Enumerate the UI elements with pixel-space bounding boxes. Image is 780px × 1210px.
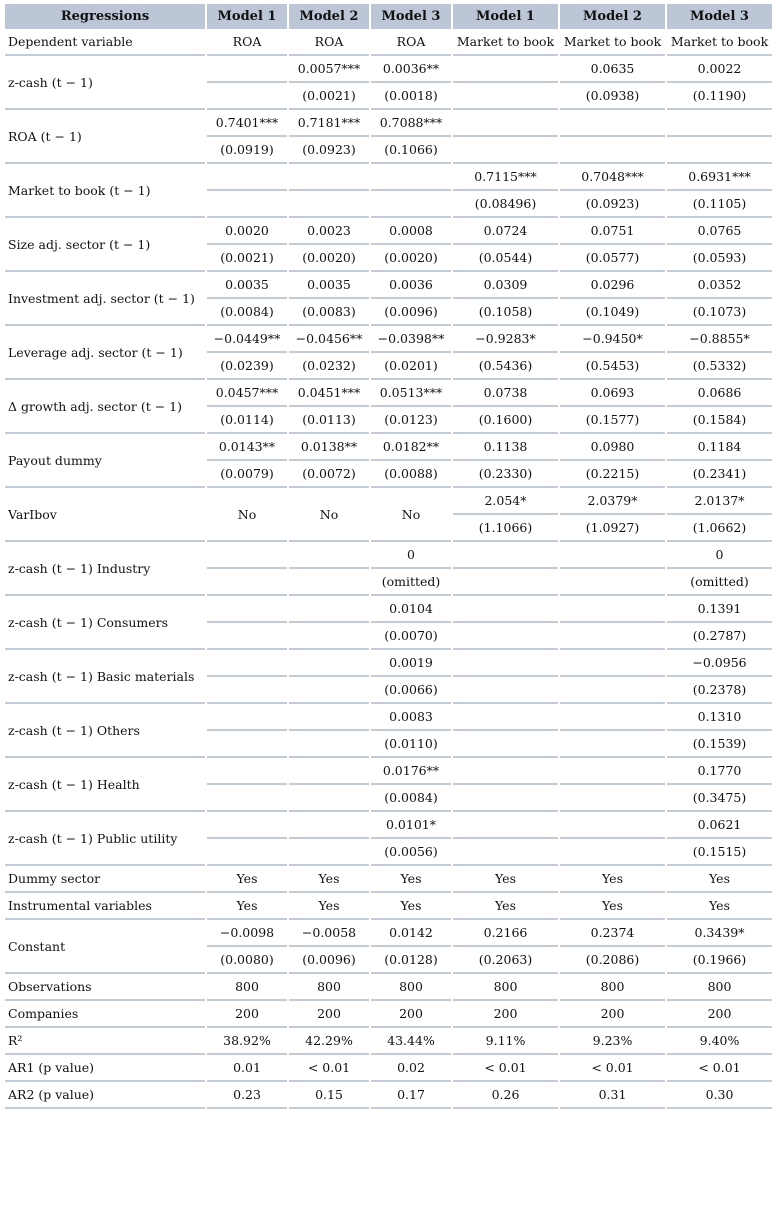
coefficient-cell: 0.0296 (560, 272, 665, 299)
std-error-cell: (0.0096) (289, 947, 369, 974)
coefficient-cell: 0 (371, 542, 451, 569)
cell: Market to book (667, 29, 772, 56)
coefficient-cell: −0.0098 (207, 920, 287, 947)
std-error-cell: (0.0593) (667, 245, 772, 272)
coefficient-cell: −0.8855* (667, 326, 772, 353)
std-error-cell (667, 137, 772, 164)
std-error-cell: (0.0123) (371, 407, 451, 434)
coefficient-cell (453, 812, 558, 839)
std-error-cell: (0.2063) (453, 947, 558, 974)
coefficient-cell: −0.0398** (371, 326, 451, 353)
coefficient-cell: −0.9283* (453, 326, 558, 353)
std-error-cell (289, 191, 369, 218)
row-label: VarIbov (5, 488, 205, 542)
coefficient-cell: 0.0022 (667, 56, 772, 83)
coefficient-cell (207, 56, 287, 83)
row-label: Payout dummy (5, 434, 205, 488)
statistic-row (5, 1082, 772, 1109)
coefficient-cell: 0.1310 (667, 704, 772, 731)
header-model: Model 3 (667, 4, 772, 29)
header-model: Model 3 (371, 4, 451, 29)
coefficient-cell: 0.0138** (289, 434, 369, 461)
coefficient-cell: 0.0635 (560, 56, 665, 83)
std-error-cell: (0.0070) (371, 623, 451, 650)
std-error-cell (371, 191, 451, 218)
coefficient-cell: 0.0083 (371, 704, 451, 731)
row-label: R² (5, 1028, 205, 1055)
std-error-cell: (0.0084) (207, 299, 287, 326)
header-model: Model 1 (453, 4, 558, 29)
coefficient-cell (289, 650, 369, 677)
header-model: Model 1 (207, 4, 287, 29)
statistic-row (5, 974, 772, 1001)
coefficient-cell (453, 110, 558, 137)
std-error-cell (207, 83, 287, 110)
cell: < 0.01 (560, 1055, 665, 1082)
coefficient-cell: 0.3439* (667, 920, 772, 947)
coefficient-cell: −0.0956 (667, 650, 772, 677)
coefficient-cell: 0.0008 (371, 218, 451, 245)
std-error-cell: (0.0577) (560, 245, 665, 272)
coefficient-cell: 0.0765 (667, 218, 772, 245)
std-error-cell: (0.2341) (667, 461, 772, 488)
std-error-cell: (0.5453) (560, 353, 665, 380)
sector-coef-row (5, 704, 772, 731)
std-error-cell: (0.0114) (207, 407, 287, 434)
row-label: z-cash (t − 1) Health (5, 758, 205, 812)
std-error-cell (207, 785, 287, 812)
std-error-cell: (0.0239) (207, 353, 287, 380)
variable-coef-row (5, 110, 772, 137)
std-error-cell: (0.1049) (560, 299, 665, 326)
coefficient-cell: 0.1138 (453, 434, 558, 461)
row-label: Constant (5, 920, 205, 974)
std-error-cell (289, 623, 369, 650)
coefficient-cell (453, 596, 558, 623)
cell: 200 (453, 1001, 558, 1028)
std-error-cell (560, 137, 665, 164)
cell: No (371, 488, 451, 542)
cell: Yes (453, 866, 558, 893)
coefficient-cell: 0.0101* (371, 812, 451, 839)
cell: 800 (207, 974, 287, 1001)
std-error-cell (289, 839, 369, 866)
constant-coef-row (5, 920, 772, 947)
row-label: AR2 (p value) (5, 1082, 205, 1109)
coefficient-cell: 0.0023 (289, 218, 369, 245)
std-error-cell: (0.0056) (371, 839, 451, 866)
sector-coef-row (5, 758, 772, 785)
cell: 0.30 (667, 1082, 772, 1109)
cell: 0.01 (207, 1055, 287, 1082)
coefficient-cell (560, 812, 665, 839)
dependent-variable-row (5, 29, 772, 56)
coefficient-cell (453, 542, 558, 569)
coefficient-cell: 2.0379* (560, 488, 665, 515)
sector-coef-row (5, 542, 772, 569)
coefficient-cell: 0.7115*** (453, 164, 558, 191)
cell: 0.23 (207, 1082, 287, 1109)
cell: 9.40% (667, 1028, 772, 1055)
cell: 9.11% (453, 1028, 558, 1055)
cell: 800 (560, 974, 665, 1001)
cell: 9.23% (560, 1028, 665, 1055)
cell: No (289, 488, 369, 542)
std-error-cell: (0.2378) (667, 677, 772, 704)
coefficient-cell: 0.0457*** (207, 380, 287, 407)
cell: < 0.01 (289, 1055, 369, 1082)
row-label: Size adj. sector (t − 1) (5, 218, 205, 272)
coefficient-cell: 0.2374 (560, 920, 665, 947)
variable-coef-row (5, 326, 772, 353)
coefficient-cell: 0.2166 (453, 920, 558, 947)
sector-coef-row (5, 812, 772, 839)
row-label: z-cash (t − 1) Industry (5, 542, 205, 596)
std-error-cell (207, 677, 287, 704)
coefficient-cell: 0.0451*** (289, 380, 369, 407)
coefficient-cell: 0.0176** (371, 758, 451, 785)
coefficient-cell: 0.0621 (667, 812, 772, 839)
std-error-cell (289, 569, 369, 596)
std-error-cell (453, 83, 558, 110)
row-label: z-cash (t − 1) Consumers (5, 596, 205, 650)
coefficient-cell (453, 758, 558, 785)
cell: Yes (453, 893, 558, 920)
row-label: Leverage adj. sector (t − 1) (5, 326, 205, 380)
coefficient-cell: −0.0058 (289, 920, 369, 947)
cell: Yes (371, 893, 451, 920)
coefficient-cell: 0.0751 (560, 218, 665, 245)
std-error-cell (560, 569, 665, 596)
std-error-cell: (0.1058) (453, 299, 558, 326)
variable-coef-row (5, 218, 772, 245)
coefficient-cell: 0.0693 (560, 380, 665, 407)
std-error-cell: (0.0080) (207, 947, 287, 974)
coefficient-cell: 0.7181*** (289, 110, 369, 137)
std-error-cell: (0.2215) (560, 461, 665, 488)
row-label: Dummy sector (5, 866, 205, 893)
coefficient-cell: 0.7048*** (560, 164, 665, 191)
header-row (5, 4, 772, 29)
std-error-cell: (1.1066) (453, 515, 558, 542)
std-error-cell: (0.0544) (453, 245, 558, 272)
cell: ROA (289, 29, 369, 56)
row-label: Dependent variable (5, 29, 205, 56)
coefficient-cell (289, 812, 369, 839)
std-error-cell (560, 623, 665, 650)
coefficient-cell: 0.0738 (453, 380, 558, 407)
cell: Market to book (453, 29, 558, 56)
cell: 200 (560, 1001, 665, 1028)
coefficient-cell: 0.0036** (371, 56, 451, 83)
row-label: z-cash (t − 1) Basic materials (5, 650, 205, 704)
coefficient-cell: 0.0036 (371, 272, 451, 299)
coefficient-cell: 0.0309 (453, 272, 558, 299)
cell: Yes (289, 866, 369, 893)
std-error-cell (207, 623, 287, 650)
row-label: Investment adj. sector (t − 1) (5, 272, 205, 326)
coefficient-cell (289, 704, 369, 731)
std-error-cell (207, 191, 287, 218)
std-error-cell: (0.2787) (667, 623, 772, 650)
std-error-cell (453, 569, 558, 596)
row-label: z-cash (t − 1) (5, 56, 205, 110)
cell: Yes (667, 866, 772, 893)
std-error-cell: (1.0662) (667, 515, 772, 542)
std-error-cell: (omitted) (371, 569, 451, 596)
std-error-cell: (0.5332) (667, 353, 772, 380)
std-error-cell: (0.0084) (371, 785, 451, 812)
cell: Yes (371, 866, 451, 893)
std-error-cell (560, 839, 665, 866)
std-error-cell: (0.0923) (560, 191, 665, 218)
coefficient-cell: 0.0035 (289, 272, 369, 299)
std-error-cell: (0.0201) (371, 353, 451, 380)
row-label: ROA (t − 1) (5, 110, 205, 164)
instrumental-variables-row (5, 893, 772, 920)
coefficient-cell (453, 650, 558, 677)
coefficient-cell (289, 596, 369, 623)
row-label: Δ growth adj. sector (t − 1) (5, 380, 205, 434)
cell: ROA (371, 29, 451, 56)
cell: Yes (289, 893, 369, 920)
coefficient-cell: 0.0142 (371, 920, 451, 947)
std-error-cell: (0.0088) (371, 461, 451, 488)
std-error-cell: (0.0020) (371, 245, 451, 272)
header-regressions: Regressions (5, 4, 205, 29)
std-error-cell: (0.0113) (289, 407, 369, 434)
std-error-cell: (0.0072) (289, 461, 369, 488)
coefficient-cell (667, 110, 772, 137)
std-error-cell: (0.1584) (667, 407, 772, 434)
coefficient-cell: 0.0143** (207, 434, 287, 461)
coefficient-cell: 0.0724 (453, 218, 558, 245)
coefficient-cell: 0.0019 (371, 650, 451, 677)
std-error-cell: (0.2330) (453, 461, 558, 488)
std-error-cell (560, 785, 665, 812)
variable-coef-row (5, 434, 772, 461)
std-error-cell: (0.1966) (667, 947, 772, 974)
cell: 0.17 (371, 1082, 451, 1109)
cell: Yes (207, 866, 287, 893)
coefficient-cell: 0.7088*** (371, 110, 451, 137)
coefficient-cell: 0 (667, 542, 772, 569)
std-error-cell (289, 731, 369, 758)
varibov-coef-row (5, 488, 772, 515)
std-error-cell: (0.0232) (289, 353, 369, 380)
cell: < 0.01 (453, 1055, 558, 1082)
coefficient-cell: −0.9450* (560, 326, 665, 353)
std-error-cell: (0.0079) (207, 461, 287, 488)
dummy-sector-row (5, 866, 772, 893)
std-error-cell (453, 137, 558, 164)
std-error-cell (453, 623, 558, 650)
std-error-cell (453, 677, 558, 704)
header-model: Model 2 (289, 4, 369, 29)
std-error-cell: (0.3475) (667, 785, 772, 812)
coefficient-cell: 0.0104 (371, 596, 451, 623)
coefficient-cell (560, 758, 665, 785)
variable-coef-row (5, 380, 772, 407)
cell: 200 (289, 1001, 369, 1028)
coefficient-cell: 2.0137* (667, 488, 772, 515)
cell: 42.29% (289, 1028, 369, 1055)
std-error-cell: (0.0021) (207, 245, 287, 272)
cell: Market to book (560, 29, 665, 56)
std-error-cell: (omitted) (667, 569, 772, 596)
coefficient-cell (289, 164, 369, 191)
cell: Yes (560, 866, 665, 893)
std-error-cell (289, 785, 369, 812)
cell: Yes (560, 893, 665, 920)
coefficient-cell: 0.1184 (667, 434, 772, 461)
std-error-cell (453, 731, 558, 758)
cell: 200 (207, 1001, 287, 1028)
coefficient-cell: 0.0035 (207, 272, 287, 299)
coefficient-cell (560, 704, 665, 731)
std-error-cell (560, 731, 665, 758)
std-error-cell: (0.0128) (371, 947, 451, 974)
coefficient-cell: 0.0686 (667, 380, 772, 407)
row-label: AR1 (p value) (5, 1055, 205, 1082)
coefficient-cell: 0.0980 (560, 434, 665, 461)
cell: 0.31 (560, 1082, 665, 1109)
coefficient-cell: 0.0057*** (289, 56, 369, 83)
coefficient-cell (207, 164, 287, 191)
coefficient-cell (289, 758, 369, 785)
std-error-cell (453, 785, 558, 812)
cell: 200 (371, 1001, 451, 1028)
std-error-cell: (0.1577) (560, 407, 665, 434)
statistic-row (5, 1055, 772, 1082)
std-error-cell: (1.0927) (560, 515, 665, 542)
std-error-cell: (0.1600) (453, 407, 558, 434)
std-error-cell: (0.0919) (207, 137, 287, 164)
cell: 800 (453, 974, 558, 1001)
row-label: Instrumental variables (5, 893, 205, 920)
variable-coef-row (5, 272, 772, 299)
coefficient-cell (453, 704, 558, 731)
cell: 800 (289, 974, 369, 1001)
coefficient-cell (371, 164, 451, 191)
coefficient-cell (207, 758, 287, 785)
coefficient-cell: −0.0449** (207, 326, 287, 353)
cell: 43.44% (371, 1028, 451, 1055)
cell: No (207, 488, 287, 542)
std-error-cell: (0.0096) (371, 299, 451, 326)
std-error-cell: (0.0083) (289, 299, 369, 326)
cell: Yes (207, 893, 287, 920)
coefficient-cell (453, 56, 558, 83)
std-error-cell: (0.08496) (453, 191, 558, 218)
coefficient-cell (560, 596, 665, 623)
coefficient-cell (560, 542, 665, 569)
row-label: z-cash (t − 1) Others (5, 704, 205, 758)
coefficient-cell: 0.0182** (371, 434, 451, 461)
std-error-cell: (0.0923) (289, 137, 369, 164)
std-error-cell (453, 839, 558, 866)
coefficient-cell: 0.1391 (667, 596, 772, 623)
coefficient-cell (207, 542, 287, 569)
coefficient-cell: 0.6931*** (667, 164, 772, 191)
std-error-cell: (0.0018) (371, 83, 451, 110)
std-error-cell: (0.0938) (560, 83, 665, 110)
std-error-cell (207, 731, 287, 758)
std-error-cell (560, 677, 665, 704)
std-error-cell: (0.1066) (371, 137, 451, 164)
cell: ROA (207, 29, 287, 56)
cell: 800 (667, 974, 772, 1001)
cell: 800 (371, 974, 451, 1001)
coefficient-cell: 0.7401*** (207, 110, 287, 137)
std-error-cell: (0.1190) (667, 83, 772, 110)
std-error-cell (207, 569, 287, 596)
std-error-cell: (0.1515) (667, 839, 772, 866)
std-error-cell: (0.1539) (667, 731, 772, 758)
cell: 38.92% (207, 1028, 287, 1055)
cell: Yes (667, 893, 772, 920)
coefficient-cell: 0.1770 (667, 758, 772, 785)
std-error-cell: (0.2086) (560, 947, 665, 974)
cell: 200 (667, 1001, 772, 1028)
variable-coef-row (5, 164, 772, 191)
std-error-cell: (0.5436) (453, 353, 558, 380)
row-label: Companies (5, 1001, 205, 1028)
coefficient-cell (560, 650, 665, 677)
coefficient-cell: 0.0513*** (371, 380, 451, 407)
sector-coef-row (5, 596, 772, 623)
table-body (5, 29, 772, 1109)
std-error-cell: (0.0066) (371, 677, 451, 704)
coefficient-cell: 0.0020 (207, 218, 287, 245)
std-error-cell: (0.0110) (371, 731, 451, 758)
variable-coef-row (5, 56, 772, 83)
coefficient-cell: −0.0456** (289, 326, 369, 353)
coefficient-cell (560, 110, 665, 137)
header-model: Model 2 (560, 4, 665, 29)
statistic-row (5, 1001, 772, 1028)
regression-table (3, 4, 774, 1109)
cell: 0.15 (289, 1082, 369, 1109)
std-error-cell (207, 839, 287, 866)
coefficient-cell: 2.054* (453, 488, 558, 515)
cell: 0.02 (371, 1055, 451, 1082)
std-error-cell: (0.1105) (667, 191, 772, 218)
statistic-row (5, 1028, 772, 1055)
coefficient-cell (289, 542, 369, 569)
row-label: z-cash (t − 1) Public utility (5, 812, 205, 866)
coefficient-cell (207, 812, 287, 839)
cell: 0.26 (453, 1082, 558, 1109)
cell: < 0.01 (667, 1055, 772, 1082)
std-error-cell (289, 677, 369, 704)
sector-coef-row (5, 650, 772, 677)
row-label: Observations (5, 974, 205, 1001)
coefficient-cell (207, 704, 287, 731)
coefficient-cell (207, 596, 287, 623)
std-error-cell: (0.0021) (289, 83, 369, 110)
coefficient-cell (207, 650, 287, 677)
row-label: Market to book (t − 1) (5, 164, 205, 218)
coefficient-cell: 0.0352 (667, 272, 772, 299)
std-error-cell: (0.1073) (667, 299, 772, 326)
std-error-cell: (0.0020) (289, 245, 369, 272)
